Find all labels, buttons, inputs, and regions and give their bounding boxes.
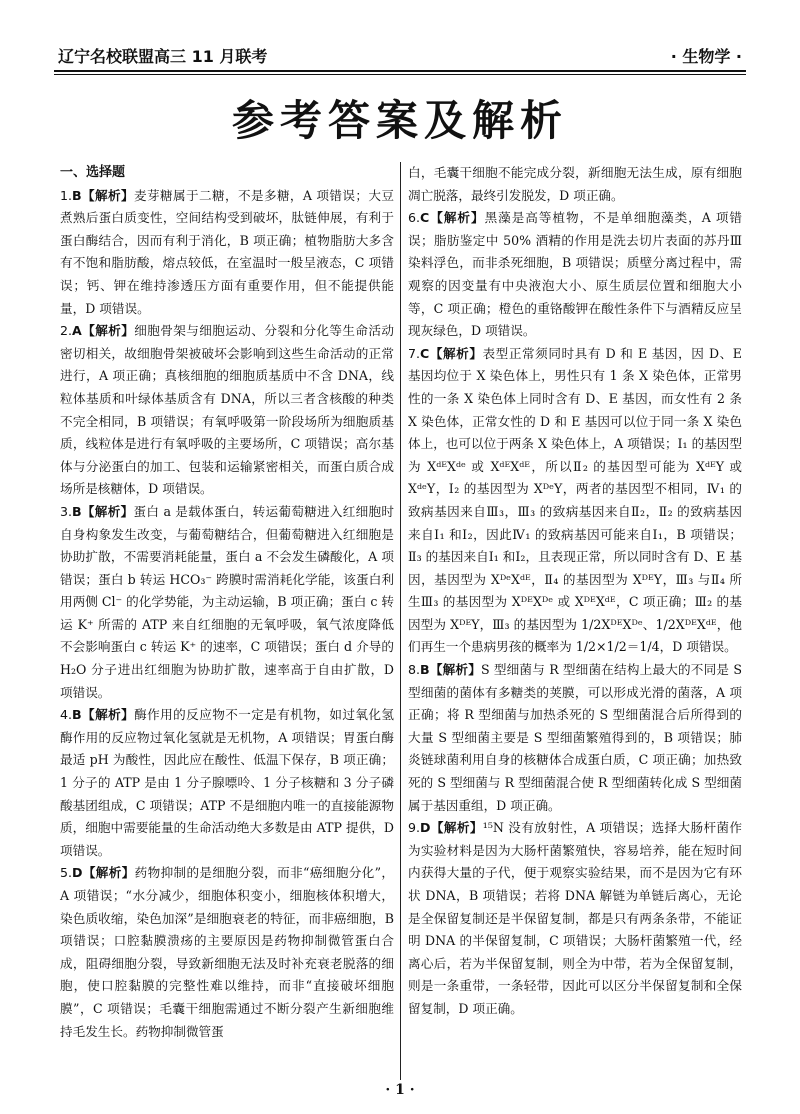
analysis-text: 蛋白 a 是载体蛋白，转运葡萄糖进入红细胞时自身构象发生改变，与葡萄糖结合，但葡萄糖进入红细胞是协助扩散，不需要消耗能量，蛋白 a 不会发生磷酸化，A 项错误；蛋白 b 转运 HCO₃⁻ 跨膜时需消耗化学能，该蛋白利用两侧 Cl⁻ 的化学势能，为主动运输，B 项正确；蛋白 c 转运 K⁺ 所需的 ATP 来自红细胞的无氧呼吸，氧气浓度降低不会影响蛋白 c 转运 K⁺ 的速率，C 项错误；蛋白 d 介导的 H₂O 分子进出红细胞为协助扩散，速率高于自由扩散，D 项错误。 (60, 503, 394, 700)
answer-letter: D (72, 865, 83, 881)
analysis-tag: 【解析】 (82, 865, 135, 881)
analysis-tag: 【解析】 (81, 707, 135, 723)
analysis-text: 麦芽糖属于二糖，不是多糖，A 项错误；大豆煮熟后蛋白质变性，空间结构受到破坏，肽链伸展，有利于蛋白酶结合，因而有利于消化，B 项正确；植物脂肪大多含有不饱和脂肪酸，熔点较低，在室温时一般呈液态，C 项错误；钙、钾在维持渗透压方面有重要作用，但不能提供能量，D 项错误。 (60, 187, 394, 316)
answer-item (408, 659, 742, 817)
question-number: 5. (60, 865, 73, 881)
analysis-text: 酶作用的反应物不一定是有机物，如过氧化氢酶作用的反应物过氧化氢就是无机物，A 项错误；胃蛋白酶最适 pH 为酸性，因此应在酸性、低温下保存，B 项正确；1 分子的 ATP 是由 1 分子腺嘌呤、1 分子核糖和 3 分子磷酸基团组成，C 项错误；ATP 不是细胞内唯一的直接能源物质，细胞中需要能量的生命活动绝大多数是由 ATP 提供，D 项错误。 (60, 707, 395, 858)
answer-item (60, 704, 394, 862)
analysis-tag: 【解析】 (81, 187, 135, 203)
answer-letter: C (420, 210, 430, 226)
analysis-text: 细胞骨架与细胞运动、分裂和分化等生命活动密切相关，故细胞骨架被破坏会影响到这些生命活动的正常进行，A 项正确；真核细胞的细胞质基质中不含 DNA，线粒体基质和叶绿体基质含有 DNA，所以三者含核酸的种类不完全相同，B 项错误；有氧呼吸第一阶段场所为细胞质基质，线粒体是进行有氧呼吸的主要场所，C 项错误；高尔基体与分泌蛋白的加工、包装和运输紧密相关，而蛋白质合成场所是核糖体，D 项错误。 (60, 323, 395, 497)
answer-letter: C (420, 345, 430, 361)
analysis-text: 黑藻是高等植物，不是单细胞藻类，A 项错误；脂肪鉴定中 50% 酒精的作用是洗去切片表面的苏丹Ⅲ染料浮色，而非杀死细胞，B 项错误；质壁分离过程中，需观察的因变量有中央液泡大小、原生质层位置和细胞大小等，C 项正确；橙色的重铬酸钾在酸性条件下与酒精反应呈现灰绿色，D 项错误。 (408, 210, 742, 339)
analysis-text: S 型细菌与 R 型细菌在结构上最大的不同是 S 型细菌的菌体有多糖类的荚膜，可以形成光滑的菌落，A 项正确；将 R 型细菌与加热杀死的 S 型细菌混合后所得到的大量 S 型细菌主要是 S 型细菌繁殖得到的，B 项错误；肺炎链球菌利用自身的核糖体合成蛋白质，C 项正确；加热致死的 S 型细菌与 R 型细菌混合使 R 型细菌转化成 S 型细菌属于基因重组，D 项正确。 (408, 662, 743, 813)
answer-letter: B (72, 707, 82, 723)
answer-item (408, 343, 742, 659)
question-number: 3. (60, 503, 73, 519)
section-heading: 一、选择题 (60, 165, 126, 180)
answer-letter: A (72, 323, 82, 339)
page-title: 参考答案及解析 (231, 96, 568, 145)
answer-letter: D (420, 820, 431, 836)
continued-text: 白，毛囊干细胞不能完成分裂，新细胞无法生成，原有细胞凋亡脱落，最终引发脱发，D 项正确。 (408, 165, 742, 203)
question-number: 7. (408, 345, 421, 361)
page-number: · 1 · (385, 1082, 415, 1098)
answer-item (60, 185, 394, 321)
analysis-text: 表型正常须同时具有 D 和 E 基因，因 D、E 基因均位于 X 染色体上，男性只有 1 条 X 染色体，正常男性的一条 X 染色体上同时含有 D、E 基因，而女性有 2 条 X 染色体，正常女性的 D 和 E 基因可以位于同一条 X 染色体上，也可以位于两条 X 染色体上，A 项错误；Ⅰ₁ 的基因型为 XᵈᴱXᵈᵉ 或 XᵈᴱXᵈᴱ，所以Ⅱ₂ 的基因型可能为 XᵈᴱY 或 XᵈᵉY，Ⅰ₂ 的基因型为 XᴰᵉY，两者的基因型不相同，Ⅳ₁ 的致病基因来自Ⅲ₃，Ⅲ₃ 的致病基因来自Ⅱ₂，Ⅱ₂ 的致病基因来自Ⅰ₁ 和Ⅰ₂，因此Ⅳ₁ 的致病基因可能来自Ⅰ₁，B 项错误；Ⅱ₃ 的基因来自Ⅰ₁ 和Ⅰ₂，且表现正常，所以同时含有 D、E 基因，基因型为 XᴰᵉXᵈᴱ，Ⅱ₄ 的基因型为 XᴰᴱY，Ⅲ₃ 与Ⅱ₄ 所生Ⅲ₃ 的基因型为 XᴰᴱXᴰᵉ 或 XᴰᴱXᵈᴱ，C 项正确；Ⅲ₂ 的基因型为 XᴰᴱY，Ⅲ₃ 的基因型为 1/2XᴰᴱXᴰᵉ、1/2XᴰᴱXᵈᴱ，他们再生一个患病男孩的概率为 1/2×1/2＝1/4，D 项错误。 (408, 345, 742, 655)
analysis-tag: 【解析】 (81, 503, 134, 519)
analysis-tag: 【解析】 (429, 662, 482, 678)
answer-item (408, 817, 742, 1020)
header-rule-thin (54, 74, 746, 75)
analysis-tag: 【解析】 (81, 323, 135, 339)
answer-item (408, 207, 742, 343)
answer-item (60, 501, 394, 704)
page-header (54, 44, 746, 70)
exam-name: 辽宁名校联盟高三 11 月联考 (58, 47, 268, 66)
header-rule (54, 70, 746, 72)
answer-item (60, 862, 394, 1043)
question-number: 2. (60, 323, 73, 339)
analysis-text: ¹⁵N 没有放射性，A 项错误；选择大肠杆菌作为实验材料是因为大肠杆菌繁殖快，容易培养，能在短时间内获得大量的子代，便于观察实验结果，而不是因为它有环状 DNA，B 项错误；若将 DNA 解链为单链后离心，无论是全保留复制还是半保留复制，都是只有两条条带，不能证明 DNA 的半保留复制，C 项错误；大肠杆菌繁殖一代，经离心后，若为半保留复制，则全为中带，若为全保留复制，则是一条重带，一条轻带，因此可以区分半保留复制和全保留复制，D 项正确。 (408, 820, 743, 1016)
analysis-text: 药物抑制的是细胞分裂，而非“癌细胞分化”，A 项错误；“水分减少，细胞体积变小，细胞核体积增大，染色质收缩，染色加深”是细胞衰老的特征，而非癌细胞，B 项错误；口腔黏膜溃疡的主要原因是药物抑制微管蛋白合成，阻碍细胞分裂，导致新细胞无法及时补充衰老脱落的细胞，使口腔黏膜的完整性难以维持，而非“直接破坏细胞膜”，C 项错误；毛囊干细胞需通过不断分裂产生新细胞维持毛发生长。药物抑制微管蛋 (60, 865, 394, 1039)
question-number: 1. (60, 187, 73, 203)
analysis-tag: 【解析】 (430, 820, 483, 836)
answer-letter: B (72, 187, 82, 203)
question-number: 4. (60, 707, 73, 723)
analysis-tag: 【解析】 (429, 345, 483, 361)
answer-item (60, 320, 394, 501)
question-number: 6. (408, 210, 421, 226)
subject-label: · 生物学 · (670, 47, 742, 66)
question-number: 9. (408, 820, 421, 836)
answer-letter: B (420, 662, 430, 678)
left-column (60, 162, 394, 1043)
analysis-tag: 【解析】 (429, 210, 485, 226)
column-divider (400, 162, 401, 1080)
right-column (408, 162, 742, 1021)
answer-letter: B (72, 503, 82, 519)
question-number: 8. (408, 662, 421, 678)
